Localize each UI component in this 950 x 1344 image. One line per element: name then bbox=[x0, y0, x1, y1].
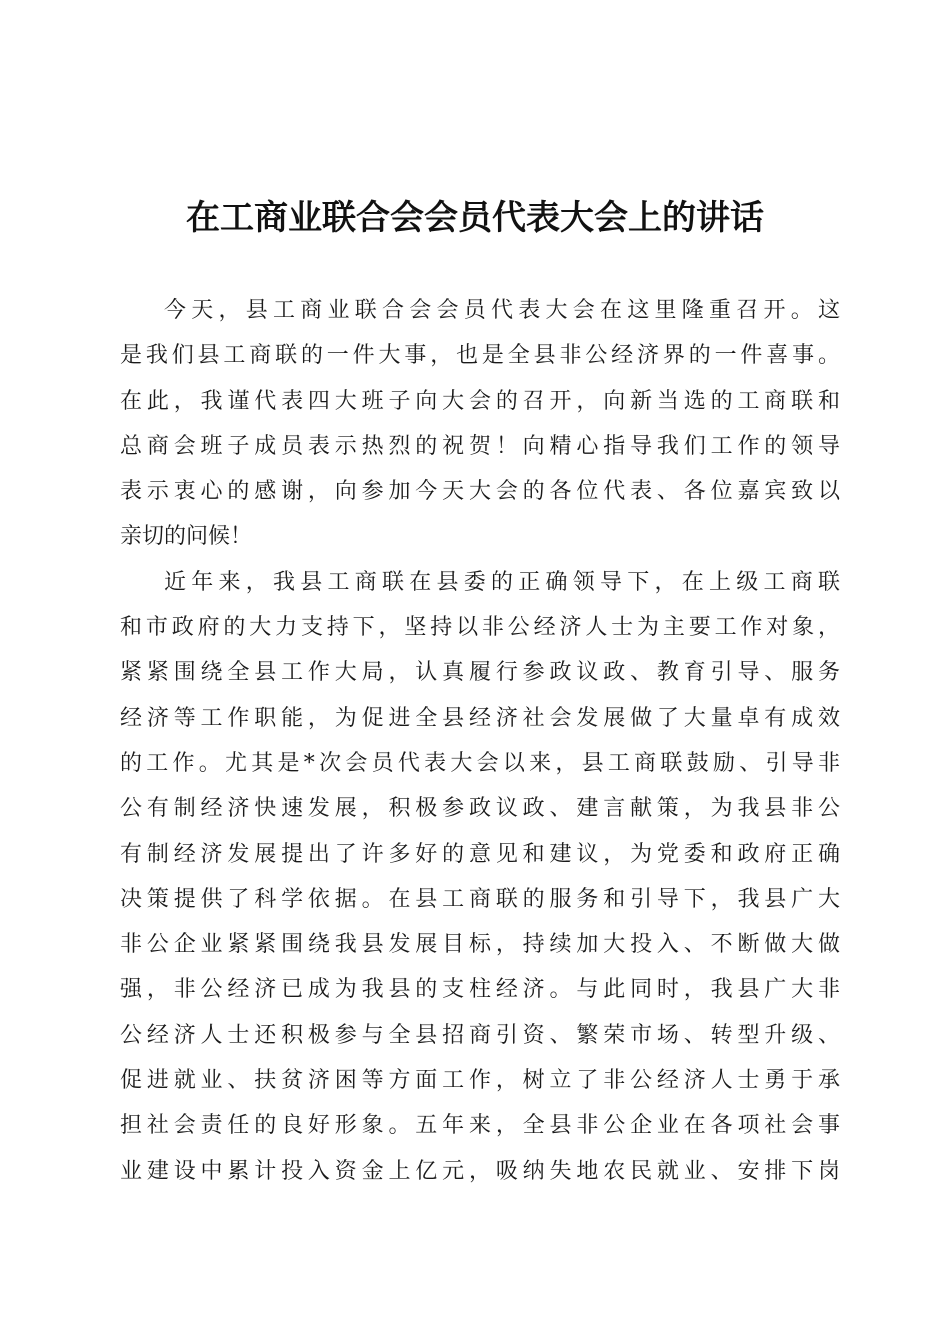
text-line: 决策提供了科学依据。在县工商联的服务和引导下，我县广大 bbox=[120, 886, 840, 912]
text-line: 亲切的问候！ bbox=[120, 524, 253, 550]
document-body bbox=[120, 288, 840, 1194]
text-line: 的工作。尤其是*次会员代表大会以来，县工商联鼓励、引导非 bbox=[120, 750, 840, 776]
text-line: 近年来，我县工商联在县委的正确领导下，在上级工商联 bbox=[164, 569, 840, 595]
text-line: 是我们县工商联的一件大事，也是全县非公经济界的一件喜事。 bbox=[120, 343, 840, 369]
text-line: 担社会责任的良好形象。五年来，全县非公企业在各项社会事 bbox=[120, 1113, 840, 1139]
text-line: 公经济人士还积极参与全县招商引资、繁荣市场、转型升级、 bbox=[120, 1022, 840, 1048]
text-line: 在此，我谨代表四大班子向大会的召开，向新当选的工商联和 bbox=[120, 388, 840, 414]
text-line: 公有制经济快速发展，积极参政议政、建言献策，为我县非公 bbox=[120, 796, 840, 822]
text-line: 今天，县工商业联合会会员代表大会在这里隆重召开。这 bbox=[164, 298, 840, 323]
paragraph-2 bbox=[120, 560, 840, 1194]
text-line: 紧紧围绕全县工作大局，认真履行参政议政、教育引导、服务 bbox=[120, 660, 840, 686]
text-line: 表示衷心的感谢，向参加今天大会的各位代表、各位嘉宾致以 bbox=[120, 479, 840, 505]
text-line: 总商会班子成员表示热烈的祝贺！向精心指导我们工作的领导 bbox=[120, 433, 840, 459]
text-line: 强，非公经济已成为我县的支柱经济。与此同时，我县广大非 bbox=[120, 977, 840, 1003]
text-line: 经济等工作职能，为促进全县经济社会发展做了大量卓有成效 bbox=[120, 705, 840, 731]
text-line: 和市政府的大力支持下，坚持以非公经济人士为主要工作对象， bbox=[120, 615, 840, 641]
text-line: 业建设中累计投入资金上亿元，吸纳失地农民就业、安排下岗 bbox=[120, 1158, 840, 1184]
paragraph-1 bbox=[120, 288, 840, 560]
text-line: 促进就业、扶贫济困等方面工作，树立了非公经济人士勇于承 bbox=[120, 1068, 840, 1094]
text-line: 非公企业紧紧围绕我县发展目标，持续加大投入、不断做大做 bbox=[120, 932, 840, 958]
document-title: 在工商业联合会会员代表大会上的讲话 bbox=[186, 198, 764, 238]
text-line: 有制经济发展提出了许多好的意见和建议，为党委和政府正确 bbox=[120, 841, 840, 867]
